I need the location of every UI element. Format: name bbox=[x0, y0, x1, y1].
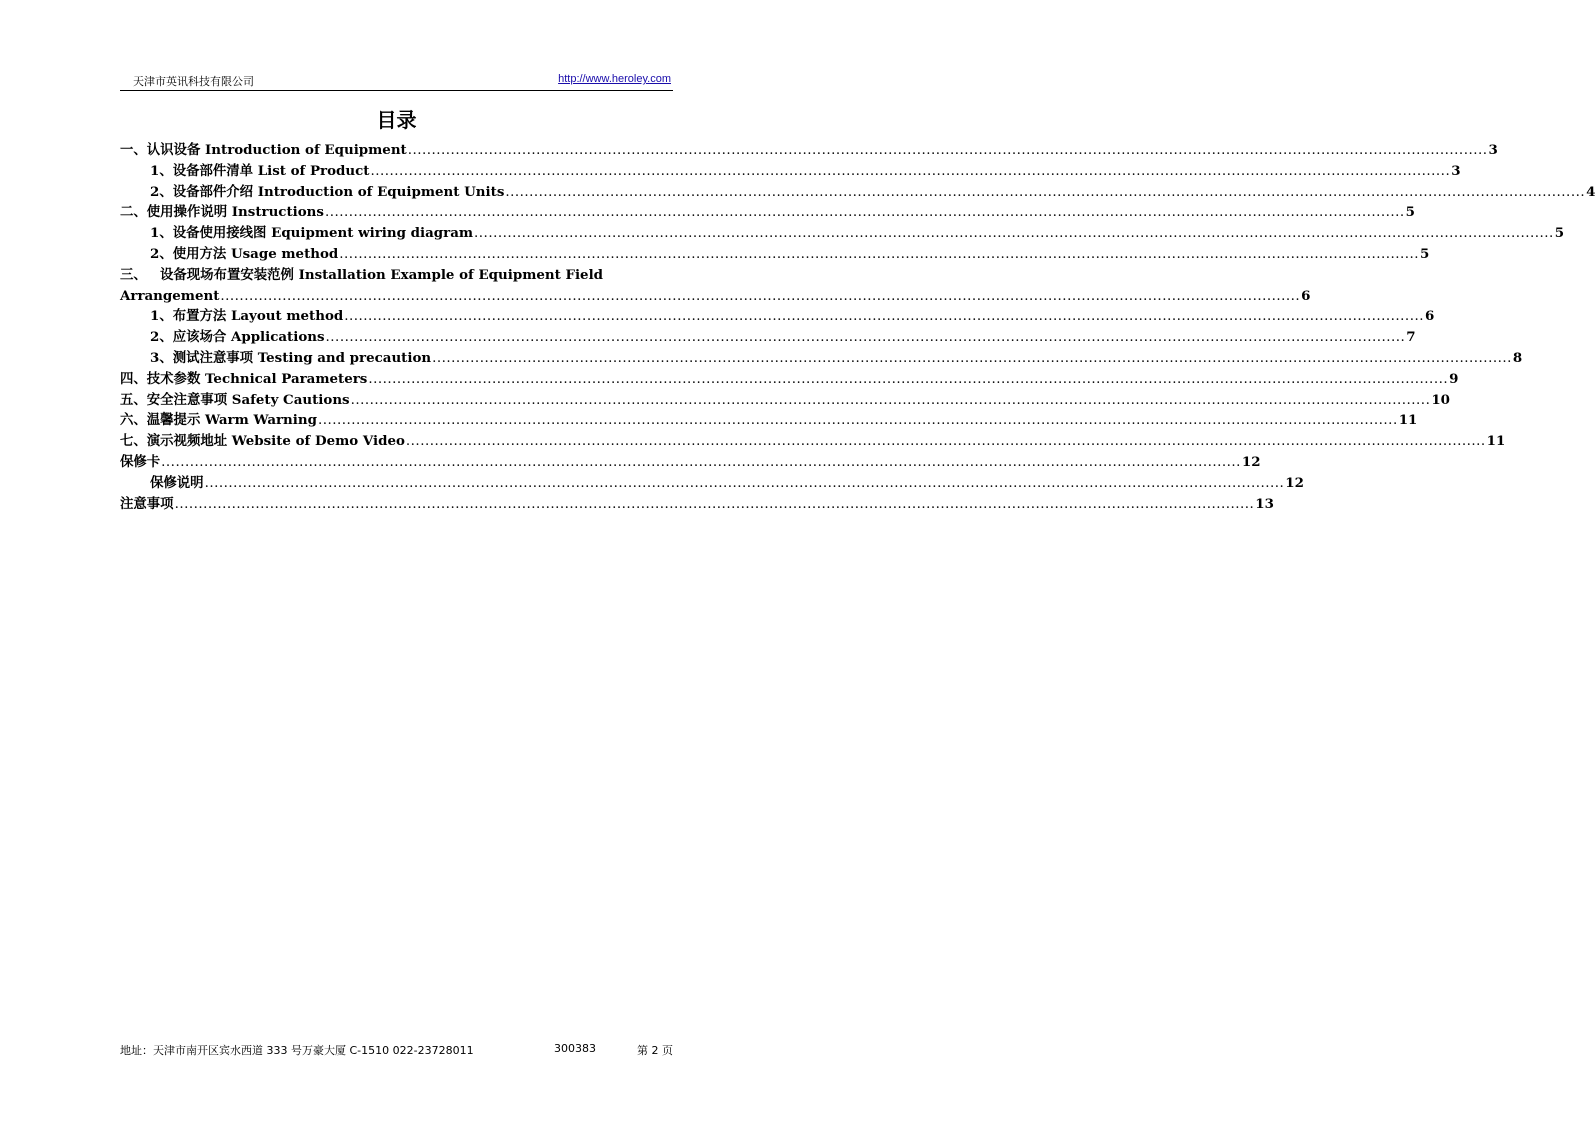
dot-leader bbox=[406, 432, 1486, 453]
toc-page-number: 5 bbox=[1405, 204, 1415, 221]
toc-page-number: 3 bbox=[1451, 162, 1461, 179]
dot-leader bbox=[339, 245, 1419, 266]
toc-page-number: 7 bbox=[1406, 329, 1416, 346]
toc-number: 2、 bbox=[150, 329, 173, 346]
toc-number: 1、 bbox=[150, 308, 173, 325]
website-link[interactable]: http://www.heroley.com bbox=[558, 73, 671, 85]
toc-label: 设备使用接线图 Equipment wiring diagram bbox=[172, 225, 474, 242]
dot-leader bbox=[432, 349, 1512, 370]
toc-title: 目录 bbox=[376, 108, 417, 132]
toc-page-number: 11 bbox=[1398, 412, 1418, 429]
toc-entry-1-2[interactable] bbox=[120, 182, 1595, 203]
toc-entry-3-1[interactable] bbox=[120, 306, 1435, 327]
dot-leader bbox=[408, 141, 1488, 162]
header-rule bbox=[120, 90, 673, 91]
toc-entry-6[interactable] bbox=[120, 410, 1418, 431]
dot-leader bbox=[318, 411, 1398, 432]
toc-entry-1-1[interactable] bbox=[120, 161, 1461, 182]
toc-label: 注意事项 bbox=[120, 495, 174, 512]
toc-entry-3-3[interactable] bbox=[120, 348, 1523, 369]
dot-leader bbox=[161, 453, 1241, 474]
dot-leader bbox=[351, 391, 1431, 412]
toc-label: 设备部件介绍 Introduction of Equipment Units bbox=[172, 183, 505, 200]
toc-number: 1、 bbox=[150, 162, 173, 179]
toc-page-number: 13 bbox=[1255, 495, 1274, 512]
toc-page-number: 5 bbox=[1554, 225, 1565, 242]
toc-entry-3-2[interactable] bbox=[120, 327, 1416, 348]
toc-entry-2[interactable] bbox=[120, 202, 1415, 223]
toc-number: 1、 bbox=[150, 225, 173, 242]
toc-number: 一、 bbox=[120, 142, 147, 158]
toc-entry-2-2[interactable] bbox=[120, 244, 1430, 265]
toc-entry-warranty-notes[interactable] bbox=[120, 473, 1304, 494]
toc-number: 五、 bbox=[120, 391, 147, 408]
toc-label: 设备现场布置安装范例 Installation Example of Equipment Field bbox=[160, 266, 604, 283]
toc-page-number: 4 bbox=[1586, 183, 1595, 200]
dot-leader bbox=[205, 474, 1285, 495]
toc-label: 测试注意事项 Testing and precaution bbox=[172, 349, 432, 366]
toc-number: 三、 bbox=[120, 266, 147, 283]
footer-page-number: 第 2 页 bbox=[637, 1044, 673, 1057]
toc-page-number: 10 bbox=[1431, 391, 1450, 408]
toc-label-continued: Arrangement bbox=[120, 287, 220, 304]
toc-label: 设备部件清单 List of Product bbox=[172, 162, 370, 179]
footer-postcode: 300383 bbox=[554, 1042, 596, 1055]
toc-label: 布置方法 Layout method bbox=[172, 308, 344, 325]
company-name: 天津市英讯科技有限公司 bbox=[133, 75, 254, 88]
toc-page-number: 12 bbox=[1285, 474, 1304, 491]
toc-page-number: 9 bbox=[1449, 370, 1459, 387]
dot-leader bbox=[368, 370, 1448, 391]
toc-label: 温馨提示 Warm Warning bbox=[146, 412, 317, 429]
toc-entry-4[interactable] bbox=[120, 369, 1459, 390]
toc-number: 2、 bbox=[150, 245, 173, 262]
dot-leader bbox=[474, 224, 1554, 245]
toc-entry-3-continued[interactable] bbox=[120, 286, 1311, 307]
toc-page-number: 8 bbox=[1512, 349, 1523, 366]
toc-entry-warranty-card[interactable] bbox=[120, 452, 1261, 473]
dot-leader bbox=[344, 307, 1424, 328]
toc-number: 二、 bbox=[120, 204, 147, 221]
toc-page-number: 12 bbox=[1241, 453, 1261, 470]
toc-page-number: 6 bbox=[1424, 308, 1435, 325]
toc-label: 应该场合 Applications bbox=[172, 329, 325, 346]
toc-number: 四、 bbox=[120, 370, 147, 387]
toc-number: 七、 bbox=[120, 433, 147, 450]
toc-label: 演示视频地址 Website of Demo Video bbox=[146, 433, 405, 450]
dot-leader bbox=[370, 162, 1450, 183]
toc-entry-precautions[interactable] bbox=[120, 494, 1274, 515]
dot-leader bbox=[505, 183, 1585, 204]
toc-page-number: 3 bbox=[1488, 142, 1498, 158]
table-of-contents bbox=[120, 140, 1595, 514]
toc-page-number: 11 bbox=[1486, 433, 1506, 450]
toc-entry-3[interactable] bbox=[120, 265, 673, 286]
toc-number: 六、 bbox=[120, 412, 147, 429]
toc-number: 3、 bbox=[150, 349, 173, 366]
toc-number: 2、 bbox=[150, 183, 173, 200]
toc-entry-1[interactable] bbox=[120, 140, 1498, 161]
toc-label: 保修说明 bbox=[150, 474, 204, 491]
toc-entry-5[interactable] bbox=[120, 390, 1450, 411]
toc-label: 使用操作说明 Instructions bbox=[146, 204, 324, 221]
toc-label: 认识设备 Introduction of Equipment bbox=[146, 142, 407, 158]
toc-page-number: 6 bbox=[1301, 287, 1311, 304]
toc-label: 保修卡 bbox=[120, 453, 161, 470]
footer-address: 地址：天津市南开区宾水西道 333 号万豪大厦 C-1510 022-23728011 bbox=[120, 1044, 474, 1057]
toc-page-number: 5 bbox=[1420, 245, 1430, 262]
toc-label: 使用方法 Usage method bbox=[172, 245, 339, 262]
dot-leader bbox=[325, 203, 1405, 224]
dot-leader bbox=[326, 328, 1406, 349]
dot-leader bbox=[175, 495, 1255, 516]
toc-entry-2-1[interactable] bbox=[120, 223, 1565, 244]
toc-label: 安全注意事项 Safety Cautions bbox=[146, 391, 350, 408]
toc-label: 技术参数 Technical Parameters bbox=[146, 370, 368, 387]
toc-entry-7[interactable] bbox=[120, 431, 1506, 452]
dot-leader bbox=[220, 287, 1300, 308]
